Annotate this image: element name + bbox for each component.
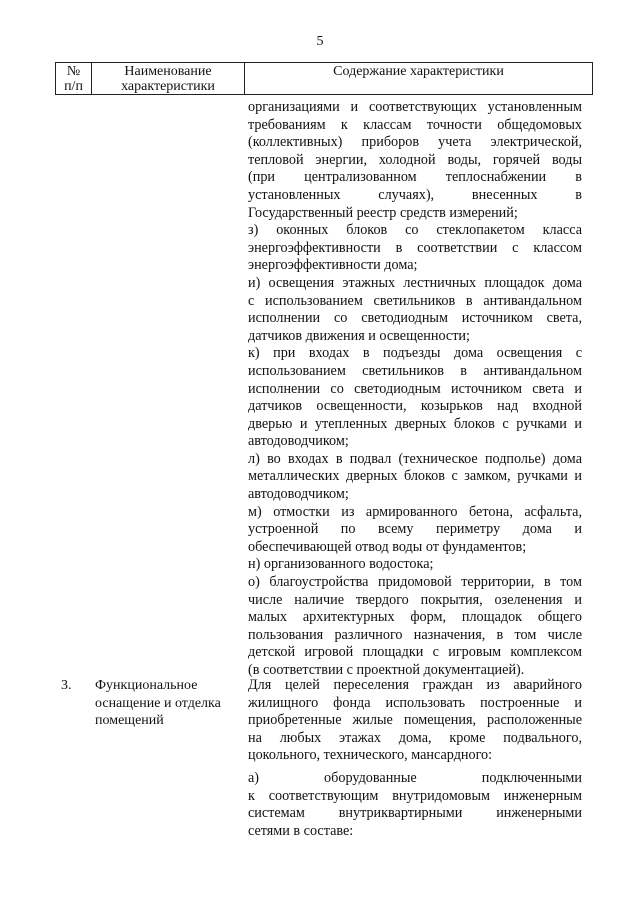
header-content-label: Содержание характеристики xyxy=(333,64,504,79)
text-line: л) во входах в подвал (техническое подполье) дома xyxy=(248,450,582,467)
row-content xyxy=(248,677,582,840)
text-line: з) оконных блоков со стеклопакетом класса xyxy=(248,222,582,239)
text-line: металлических дверных блоков с замком, ручками и xyxy=(248,468,582,485)
text-line: установленных случаях), внесенных в xyxy=(248,186,582,203)
text-line: к соответствующим внутридомовым инженерным xyxy=(248,787,582,804)
text-line: исполнении со светодиодным источником света и xyxy=(248,380,582,397)
text-line: тепловой энергии, холодной воды, горячей воды xyxy=(248,151,582,168)
page-number: 5 xyxy=(316,34,324,49)
table-header xyxy=(55,62,593,95)
text-line: устроенной по всему периметру дома и xyxy=(248,521,582,538)
text-line: о) благоустройства придомовой территории, в том xyxy=(248,574,582,591)
header-number-label: № xyxy=(66,64,81,79)
text-line: организациями и соответствующих установленным xyxy=(248,99,582,115)
text-line: жилищного фонда использовать построенные и xyxy=(248,694,582,711)
text-line: м) отмостки из армированного бетона, асфальта, xyxy=(248,503,582,520)
row-content-paragraph-1 xyxy=(248,677,582,765)
header-name-label-1: Наименование xyxy=(124,64,212,79)
text-line: приобретенные жилые помещения, расположенные xyxy=(248,712,582,729)
text-line: на любых этажах дома, кроме подвального, xyxy=(248,729,582,746)
text-line: (при централизованном теплоснабжении в xyxy=(248,169,582,186)
header-number-sublabel: п/п xyxy=(64,79,83,94)
row-name-line: оснащение и отделка xyxy=(95,695,221,711)
text-line: Для целей переселения граждан из аварийного xyxy=(248,677,582,693)
text-line: малых архитектурных форм, площадок общего xyxy=(248,609,582,626)
text-line: энергоэффективности дома; xyxy=(248,257,418,274)
text-line: датчиков освещенности, козырьков над входной xyxy=(248,398,582,415)
row-number: 3. xyxy=(61,678,72,693)
text-line: требованиям к классам точности общедомовых xyxy=(248,116,582,133)
text-line: пользования различного назначения, в том числе xyxy=(248,626,582,643)
text-line: цокольного, технического, мансардного: xyxy=(248,747,493,764)
text-line: (в соответствии с проектной документацией). xyxy=(248,662,525,678)
header-number-column xyxy=(56,63,92,94)
text-line: Государственный реестр средств измерений; xyxy=(248,204,518,221)
text-line: а) оборудованные подключенными xyxy=(248,769,582,786)
row-name xyxy=(95,677,243,730)
header-name-label-2: характеристики xyxy=(121,79,215,94)
text-line: (коллективных) приборов учета электрической, xyxy=(248,134,582,151)
header-content-column xyxy=(245,63,592,94)
row-name-line: помещений xyxy=(95,713,164,729)
text-line: с использованием светильников в антивандальном xyxy=(248,292,582,309)
continuation-content xyxy=(248,99,582,680)
text-line: автодоводчиком; xyxy=(248,433,349,450)
text-line: н) организованного водостока; xyxy=(248,556,434,573)
row-content-paragraph-2 xyxy=(248,770,582,840)
text-line: автодоводчиком; xyxy=(248,486,349,503)
text-line: детской игровой площадки с игровым комплексом xyxy=(248,644,582,661)
header-name-column xyxy=(92,63,245,94)
text-line: обеспечивающей отвод воды от фундаментов; xyxy=(248,538,527,555)
text-line: энергоэффективности в соответствии с классом xyxy=(248,239,582,256)
text-line: системам внутриквартирными инженерными xyxy=(248,805,582,822)
text-line: к) при входах в подъезды дома освещения с xyxy=(248,345,582,362)
text-line: датчиков движения и освещенности; xyxy=(248,327,470,344)
text-line: дверью и утепленных дверных блоков с ручками и xyxy=(248,415,582,432)
text-line: сетями в составе: xyxy=(248,822,354,839)
text-line: и) освещения этажных лестничных площадок дома xyxy=(248,274,582,291)
text-line: использованием светильников в антивандальном xyxy=(248,362,582,379)
text-line: исполнении со светодиодным источником света, xyxy=(248,310,582,327)
text-line: числе наличие твердого покрытия, озеленения и xyxy=(248,591,582,608)
row-name-line: Функциональное xyxy=(95,678,198,693)
